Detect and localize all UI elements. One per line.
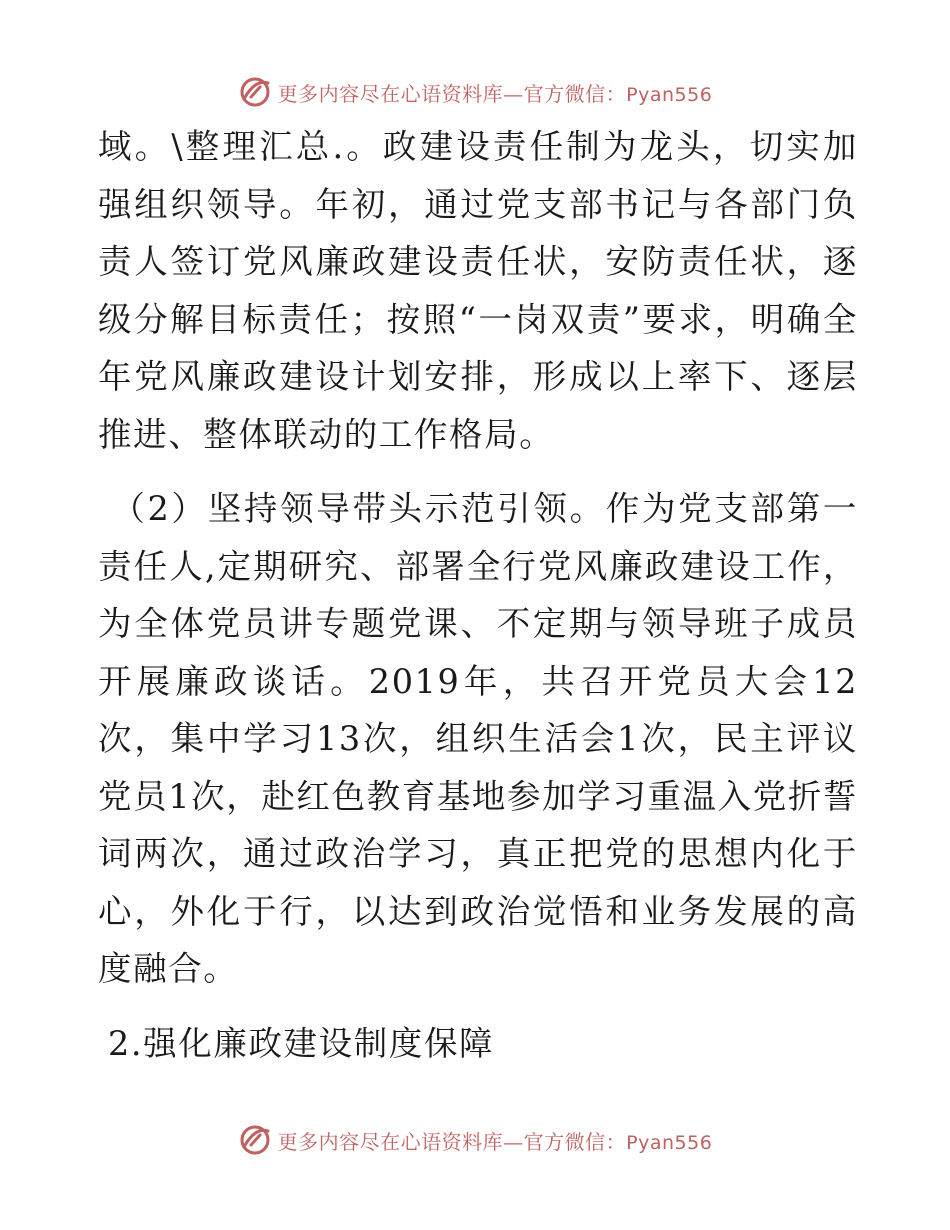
watermark-header xyxy=(0,72,950,112)
paragraph-1: 域。\整理汇总.。政建设责任制为龙头，切实加强组织领导。年初，通过党支部书记与各部门负责人签订党风廉政建设责任状，安防责任状，逐级分解目标责任；按照“一岗双责”要求，明确全年党风廉政建设计划安排，形成以上率下、逐层推进、整体联动的工作格局。 xyxy=(98,127,858,454)
watermark-footer xyxy=(0,1120,950,1160)
paragraph-2: （2）坚持领导带头示范引领。作为党支部第一责任人,定期研究、部署全行党风廉政建设工作，为全体党员讲专题党课、不定期与领导班子成员开展廉政谈话。2019年，共召开党员大会12次，集中学习13次，组织生活会1次，民主评议党员1次，赴红色教育基地参加学习重温入党折誓词两次，通过政治学习，真正把党的思想内化于心，外化于行，以达到政治觉悟和业务发展的高度融合。 xyxy=(98,489,859,988)
document-body xyxy=(98,118,858,1072)
section-heading: 2.强化廉政建设制度保障 xyxy=(108,1023,495,1063)
watermark-logo-icon xyxy=(238,1123,272,1157)
watermark-logo-icon xyxy=(238,75,272,109)
watermark-text: 更多内容尽在心语资料库—官方微信：Pyan556 xyxy=(277,81,713,106)
watermark-text: 更多内容尽在心语资料库—官方微信：Pyan556 xyxy=(277,1129,713,1154)
